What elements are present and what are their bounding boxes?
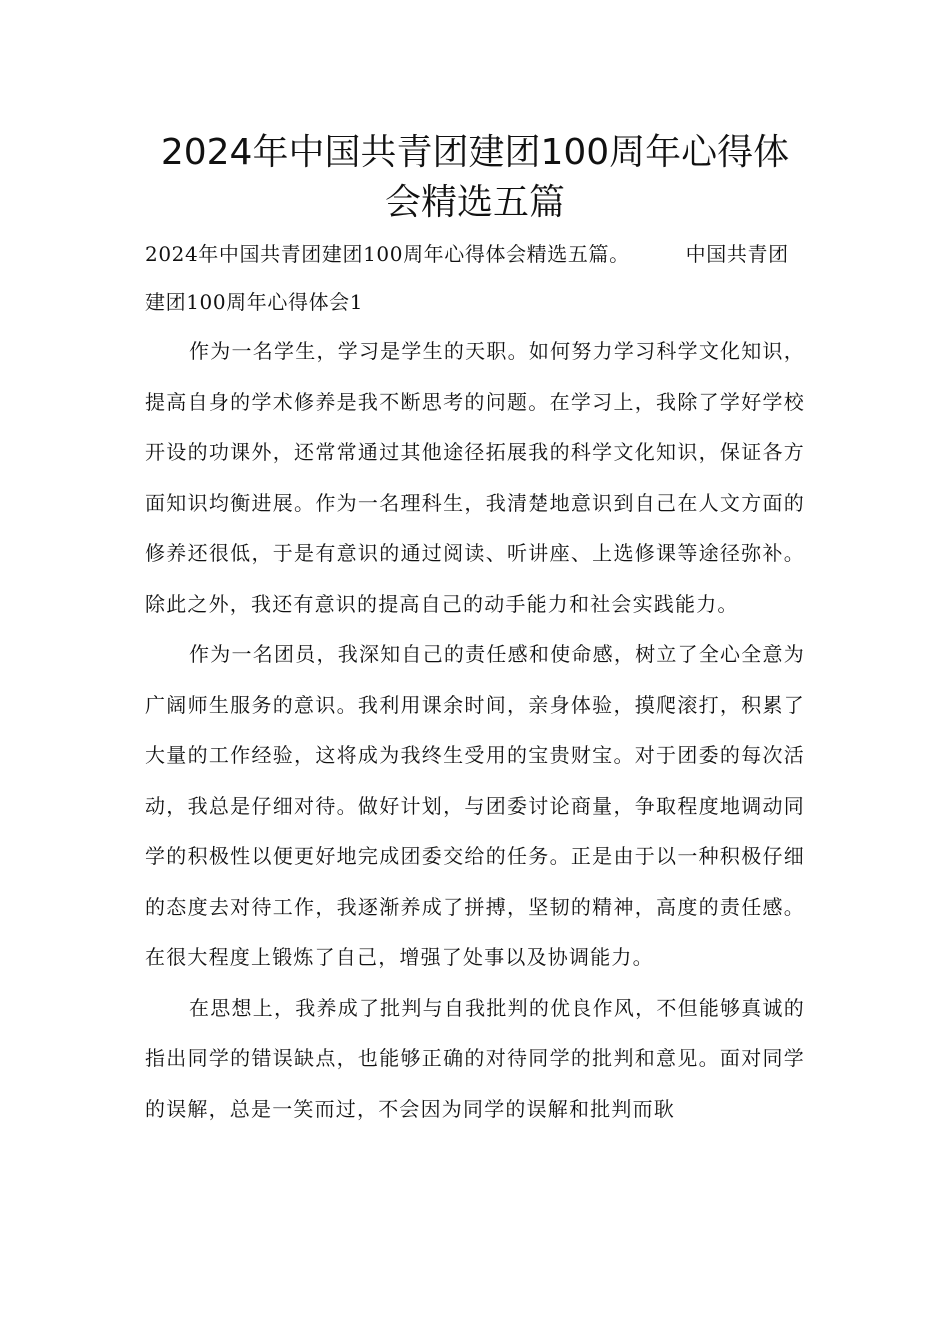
intro-subtitle: 中国共青团建团100周年心得体会1 [145, 242, 789, 314]
intro-text: 2024年中国共青团建团100周年心得体会精选五篇。 [145, 242, 630, 266]
body-paragraph: 在思想上，我养成了批判与自我批判的优良作风，不但能够真诚的指出同学的错误缺点，也能够正确的对待同学的批判和意见。面对同学的误解，总是一笑而过，不会因为同学的误解和批判而耿 [145, 995, 805, 1121]
body-paragraph: 作为一名学生，学习是学生的天职。如何努力学习科学文化知识，提高自身的学术修养是我不断思考的问题。在学习上，我除了学好学校开设的功课外，还常常通过其他途径拓展我的科学文化知识，保证各方面知识均衡进展。作为一名理科生，我清楚地意识到自己在人文方面的修养还很低，于是有意识的通过阅读、听讲座、上选修课等途径弥补。除此之外，我还有意识的提高自己的动手能力和社会实践能力。 [145, 339, 805, 616]
document-title [145, 128, 805, 228]
body-paragraph: 作为一名团员，我深知自己的责任感和使命感，树立了全心全意为广阔师生服务的意识。我利用课余时间，亲身体验，摸爬滚打，积累了大量的工作经验，这将成为我终生受用的宝贵财宝。对于团委的每次活动，我总是仔细对待。做好计划，与团委讨论商量，争取程度地调动同学的积极性以便更好地完成团委交给的任务。正是由于以一种积极仔细的态度去对待工作，我逐渐养成了拼搏，坚韧的精神，高度的责任感。在很大程度上锻炼了自己，增强了处事以及协调能力。 [145, 642, 805, 969]
title-line-1: 2024年中国共青团建团100周年心得体 [160, 132, 790, 173]
title-line-2: 会精选五篇 [384, 182, 565, 223]
intro-line [145, 230, 805, 326]
